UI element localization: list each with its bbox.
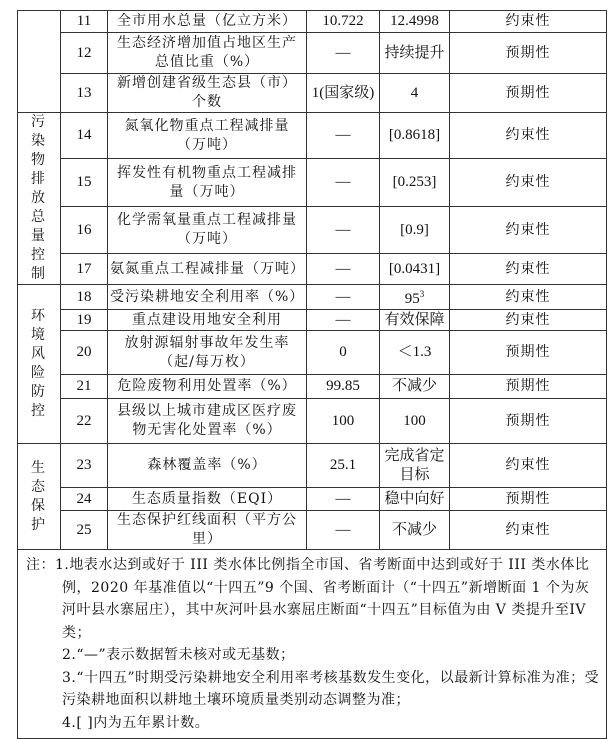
indicator-name: 放射源辐射事故年发生率（起/每万枚） xyxy=(108,331,307,375)
row-number: 18 xyxy=(61,285,108,310)
table-row xyxy=(18,399,607,444)
indicator-table xyxy=(17,10,607,739)
row-number: 22 xyxy=(61,399,108,444)
target-value: [0.9] xyxy=(380,206,450,254)
indicator-name: 重点建设用地安全利用 xyxy=(108,310,307,331)
row-number: 20 xyxy=(61,331,108,375)
indicator-attribute: 约束性 xyxy=(450,444,607,488)
indicator-name: 生态经济增加值占地区生产总值比重（%） xyxy=(108,33,307,74)
base-value: — xyxy=(307,159,380,207)
indicator-name: 挥发性有机物重点工程减排量（万吨） xyxy=(108,159,307,207)
row-number: 15 xyxy=(61,159,108,207)
indicator-name: 森林覆盖率（%） xyxy=(108,444,307,488)
target-value: 不减少 xyxy=(380,511,450,550)
indicator-name: 县级以上城市建成区医疗废物无害化处置率（%） xyxy=(108,399,307,444)
indicator-name: 生态保护红线面积（平方公里） xyxy=(108,511,307,550)
indicator-attribute: 预期性 xyxy=(450,399,607,444)
indicator-attribute: 约束性 xyxy=(450,511,607,550)
row-number: 14 xyxy=(61,113,108,159)
target-value: 稳中向好 xyxy=(380,488,450,511)
row-number: 25 xyxy=(61,511,108,550)
indicator-name: 受污染耕地安全利用率（%） xyxy=(108,285,307,310)
note-item: 4.[ ]内为五年累计数。 xyxy=(62,714,210,731)
indicator-attribute: 约束性 xyxy=(450,285,607,310)
indicator-name: 全市用水总量（亿立方米） xyxy=(108,11,307,33)
group-label: 环境风险防控 xyxy=(18,285,61,444)
group-label: 污染物排放总量控制 xyxy=(18,113,61,285)
target-value: 持续提升 xyxy=(380,33,450,74)
table-row xyxy=(18,444,607,488)
base-value: — xyxy=(307,310,380,331)
target-value: [0.8618] xyxy=(380,113,450,159)
indicator-name: 氨氮重点工程减排量（万吨） xyxy=(108,254,307,285)
table-row xyxy=(18,159,607,207)
note-item: 2.“—”表示数据暂未核对或无基数； xyxy=(62,647,295,663)
target-value: 有效保障 xyxy=(380,310,450,331)
indicator-attribute: 预期性 xyxy=(450,33,607,74)
target-value: 4 xyxy=(380,74,450,113)
table-row xyxy=(18,511,607,550)
indicator-attribute: 预期性 xyxy=(450,74,607,113)
target-value: 不减少 xyxy=(380,375,450,399)
base-value: 100 xyxy=(307,399,380,444)
base-value: — xyxy=(307,488,380,511)
indicator-name: 氮氧化物重点工程减排量（万吨） xyxy=(108,113,307,159)
base-value: 0 xyxy=(307,331,380,375)
base-value: 1(国家级) xyxy=(307,74,380,113)
indicator-attribute: 预期性 xyxy=(450,488,607,511)
base-value: 99.85 xyxy=(307,375,380,399)
base-value: — xyxy=(307,113,380,159)
note-item: 注：1.地表水达到或好于 III 类水体比例指全市国、省考断面中达到或好于 III 类水体比例，2020 年基准值以“十四五”9 个国、省考断面计（“十四五”新增断面 1 个为灰河叶县水寨屈庄），其中灰河叶县水寨屈庄断面“十四五”目标值为由 V 类提升至IV类； xyxy=(26,557,590,641)
target-value: [0.253] xyxy=(380,159,450,207)
base-value: 10.722 xyxy=(307,11,380,33)
indicator-name: 危险废物利用处置率（%） xyxy=(108,375,307,399)
target-value xyxy=(380,285,450,310)
indicator-attribute: 约束性 xyxy=(450,159,607,207)
target-value: ＜1.3 xyxy=(380,331,450,375)
indicator-name: 生态质量指数（EQI） xyxy=(108,488,307,511)
note-item: 3.“十四五”时期受污染耕地安全利用率考核基数发生变化，以最新计算标准为准；受污染耕地面积以耕地土壤环境质量类别动态调整为准； xyxy=(62,669,600,708)
row-number: 13 xyxy=(61,74,108,113)
indicator-attribute: 预期性 xyxy=(450,331,607,375)
footnote-marker: 3 xyxy=(419,289,425,299)
target-value: [0.0431] xyxy=(380,254,450,285)
base-value: — xyxy=(307,511,380,550)
row-number: 23 xyxy=(61,444,108,488)
indicator-attribute: 约束性 xyxy=(450,206,607,254)
group-label xyxy=(18,11,61,113)
table-row xyxy=(18,206,607,254)
table-row xyxy=(18,285,607,310)
table-row xyxy=(18,113,607,159)
row-number: 17 xyxy=(61,254,108,285)
indicator-attribute: 约束性 xyxy=(450,310,607,331)
target-value: 12.4998 xyxy=(380,11,450,33)
indicator-attribute: 约束性 xyxy=(450,11,607,33)
row-number: 11 xyxy=(61,11,108,33)
table-row xyxy=(18,331,607,375)
table-row xyxy=(18,254,607,285)
base-value: — xyxy=(307,206,380,254)
row-number: 24 xyxy=(61,488,108,511)
row-number: 12 xyxy=(61,33,108,74)
table-row xyxy=(18,375,607,399)
target-value: 100 xyxy=(380,399,450,444)
indicator-attribute: 约束性 xyxy=(450,254,607,285)
table-row xyxy=(18,488,607,511)
group-label: 生态保护 xyxy=(18,444,61,550)
table-row xyxy=(18,33,607,74)
row-number: 19 xyxy=(61,310,108,331)
indicator-name: 新增创建省级生态县（市）个数 xyxy=(108,74,307,113)
table-row xyxy=(18,310,607,331)
table-row xyxy=(18,74,607,113)
table-row xyxy=(18,11,607,33)
indicator-attribute: 预期性 xyxy=(450,375,607,399)
table-notes xyxy=(18,550,607,739)
base-value: 25.1 xyxy=(307,444,380,488)
base-value: — xyxy=(307,254,380,285)
target-value: 完成省定目标 xyxy=(380,444,450,488)
base-value: — xyxy=(307,285,380,310)
target-value-text: 95 xyxy=(404,291,420,307)
base-value: — xyxy=(307,33,380,74)
row-number: 21 xyxy=(61,375,108,399)
row-number: 16 xyxy=(61,206,108,254)
indicator-name: 化学需氧量重点工程减排量（万吨） xyxy=(108,206,307,254)
indicator-attribute: 约束性 xyxy=(450,113,607,159)
